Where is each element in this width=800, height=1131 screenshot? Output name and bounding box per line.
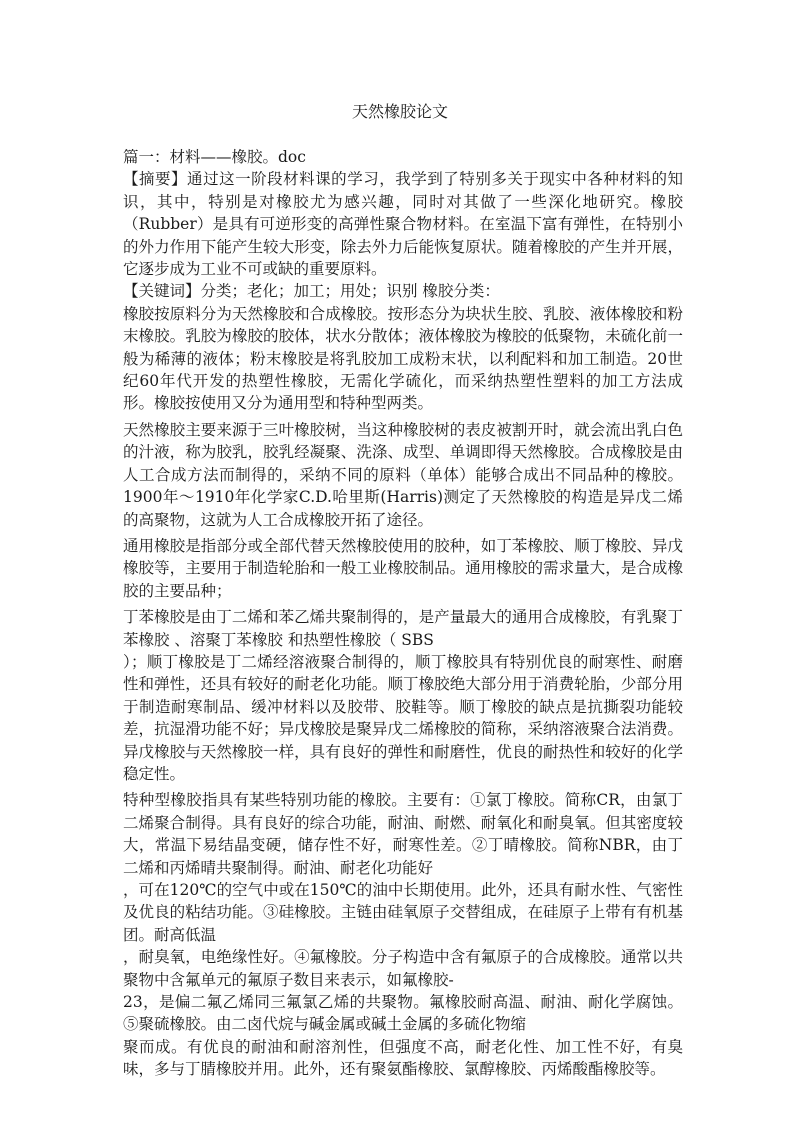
paragraph-polysulfide: 23，是偏二氟乙烯同三氟氯乙烯的共聚物。氟橡胶耐高温、耐油、耐化学腐蚀。⑤聚硫橡胶。由二卤代烷与碱金属或碱土金属的多硫化物缩	[123, 993, 683, 1034]
paragraph-special-rubber: 特种型橡胶指具有某些特别功能的橡胶。主要有：①氯丁橡胶。简称CR，由氯丁二烯聚合制得。具有良好的综合功能，耐油、耐燃、耐氧化和耐臭氧。但其密度较大，常温下易结晶变硬，储存性不好，耐寒性差。②丁晴橡胶。简称NBR，由丁二烯和丙烯晴共聚制得。耐油、耐老化功能好	[123, 791, 683, 877]
document-title: 天然橡胶论文	[351, 102, 448, 121]
document-body	[123, 146, 683, 1081]
paragraph-sbr: 丁苯橡胶是由丁二烯和苯乙烯共聚制得的，是产量最大的通用合成橡胶，有乳聚丁苯橡胶 、溶聚丁苯橡胶 和热塑性橡胶（ SBS	[123, 608, 683, 649]
paragraph-source-line: 篇一：材料——橡胶。doc	[123, 148, 306, 166]
paragraph-keywords: 【关键词】分类；老化；加工；用处；识别 橡胶分类：	[123, 282, 500, 301]
paragraph-classification: 橡胶按原料分为天然橡胶和合成橡胶。按形态分为块状生胶、乳胶、液体橡胶和粉末橡胶。乳胶为橡胶的胶体，状水分散体；液体橡胶为橡胶的低聚物，未硫化前一般为稀薄的液体；粉末橡胶是将乳胶加工成粉末状，以利配料和加工制造。20世纪60年代开发的热塑性橡胶，无需化学硫化，而采纳热塑性塑料的加工方法成形。橡胶按使用又分为通用型和特种型两类。	[123, 304, 683, 413]
paragraph-silicone: ，可在120℃的空气中或在150℃的油中长期使用。此外，还具有耐水性、气密性及优良的粘结功能。③硅橡胶。主链由硅氧原子交替组成，在硅原子上带有有机基团。耐高低温	[123, 881, 683, 944]
paragraph-general-rubber: 通用橡胶是指部分或全部代替天然橡胶使用的胶种，如丁苯橡胶、顺丁橡胶、异戊橡胶等，主要用于制造轮胎和一般工业橡胶制品。通用橡胶的需求量大，是合成橡胶的主要品种；	[123, 536, 683, 600]
paragraph-br-ir: ）；顺丁橡胶是丁二烯经溶液聚合制得的，顺丁橡胶具有特别优良的耐寒性、耐磨性和弹性，还具有较好的耐老化功能。顺丁橡胶绝大部分用于消费轮胎，少部分用于制造耐寒制品、缓冲材料以及胶带、胶鞋等。顺丁橡胶的缺点是抗撕裂功能较差，抗湿滑功能不好；异戊橡胶是聚异戊二烯橡胶的简称，采纳溶液聚合法消费。异戊橡胶与天然橡胶一样，具有良好的弹性和耐磨性，优良的耐热性和较好的化学稳定性。	[123, 652, 683, 783]
paragraph-fluoro: ，耐臭氧，电绝缘性好。④氟橡胶。分子构造中含有氟原子的合成橡胶。通常以共聚物中含氟单元的氟原子数目来表示，如氟橡胶-	[123, 948, 683, 989]
paragraph-closing: 聚而成。有优良的耐油和耐溶剂性，但强度不高，耐老化性、加工性不好，有臭味，多与丁腈橡胶并用。此外，还有聚氨酯橡胶、氯醇橡胶、丙烯酸酯橡胶等。	[123, 1037, 683, 1079]
paragraph-abstract: 【摘要】通过这一阶段材料课的学习，我学到了特别多关于现实中各种材料的知识，其中，特别是对橡胶尤为感兴趣，同时对其做了一些深化地研究。橡胶（Rubber）是具有可逆形变的高弹性聚合物材料。在室温下富有弹性，在特别小的外力作用下能产生较大形变，除去外力后能恢复原状。随着橡胶的产生并开展，它逐步成为工业不可或缺的重要原料。	[123, 170, 683, 279]
paragraph-natural-rubber: 天然橡胶主要来源于三叶橡胶树，当这种橡胶树的表皮被割开时，就会流出乳白色的汁液，称为胶乳，胶乳经凝聚、洗涤、成型、单调即得天然橡胶。合成橡胶是由人工合成方法而制得的，采纳不同的原料（单体）能够合成出不同品种的橡胶。1900年～1910年化学家C.D.哈里斯(Harris)测定了天然橡胶的构造是异戊二烯的高聚物，这就为人工合成橡胶开拓了途径。	[123, 420, 683, 529]
